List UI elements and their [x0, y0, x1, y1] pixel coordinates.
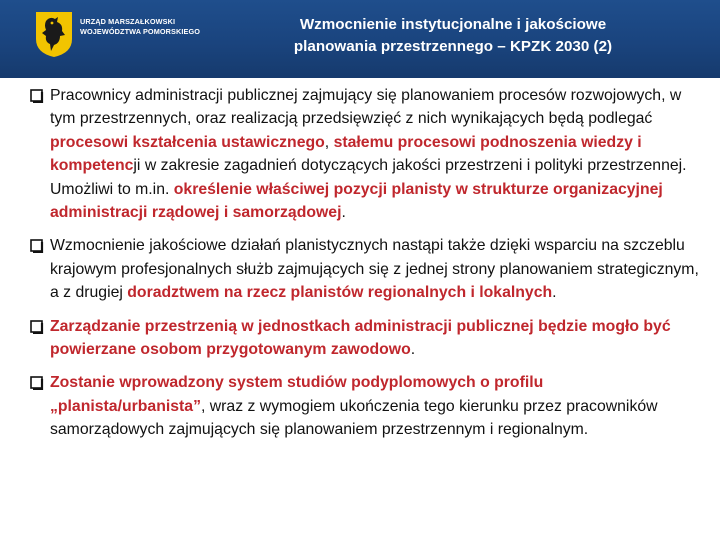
- item-1-text-2: ji w zakresie zagadnień dotyczących jakości przestrzeni i polityki przestrzennej. Umożliwi to m.in.: [50, 157, 687, 198]
- item-2-text: Wzmocnienie jakościowe działań planistycznych nastąpi także dzięki wsparciu na szczeblu krajowym profesjonalnych służb zajmujących się z jednej strony planowaniem strategicznym, a z drugiej: [50, 237, 699, 302]
- slide-content: [30, 84, 700, 452]
- item-1-end: .: [341, 204, 346, 222]
- page-title: [236, 14, 670, 58]
- logo-line-2: WOJEWÓDZTWA POMORSKIEGO: [80, 26, 200, 36]
- item-3-end: .: [410, 341, 416, 359]
- title-line-2: planowania przestrzennego – KPZK 2030 (2): [293, 38, 613, 55]
- checkbox-bullet-icon: [30, 89, 44, 103]
- item-3-highlight: Zarządzanie przestrzenią w jednostkach administracji publicznej będzie mogło być powierzane osobom przygotowanym zawodowo: [50, 317, 671, 359]
- logo-line-1: URZĄD MARSZAŁKOWSKI: [80, 17, 176, 26]
- item-4-highlight: Zostanie wprowadzony system studiów podyplomowych o profilu „planista/urbanista”: [50, 374, 544, 415]
- item-1-highlight-2: stałemu procesowi podnoszenia wiedzy i kompetenc: [50, 133, 642, 175]
- bullet-item-3: [30, 315, 700, 362]
- item-1-text: Pracownicy administracji publicznej zajmujący się planowaniem procesów rozwojowych, w tym przestrzennych, oraz realizacją przedsięwzięć z nich wynikających będą podlegać: [50, 87, 682, 128]
- bullet-item-2: [30, 234, 700, 304]
- item-1-separator: ,: [324, 133, 334, 151]
- item-1-highlight-1: procesowi kształcenia ustawicznego: [50, 133, 325, 151]
- item-2-end: .: [552, 284, 557, 302]
- checkbox-bullet-icon: [30, 320, 44, 334]
- checkbox-bullet-icon: [30, 239, 44, 253]
- griffin-coat-of-arms-icon: [34, 9, 74, 59]
- header-bar: [0, 0, 720, 78]
- logo-text: [80, 17, 200, 36]
- checkbox-bullet-icon: [30, 376, 44, 390]
- bullet-item-4: [30, 371, 700, 441]
- title-line-1: Wzmocnienie instytucjonalne i jakościowe: [299, 16, 607, 33]
- item-1-highlight-3: określenie właściwej pozycji planisty w strukturze organizacyjnej administracji rządowej i samorządowej: [50, 180, 663, 222]
- item-2-highlight: doradztwem na rzecz planistów regionalnych i lokalnych: [127, 284, 553, 302]
- item-4-text: , wraz z wymogiem ukończenia tego kierunku przez pracowników samorządowych zajmujących się planowaniem przestrzennym i regionalnym.: [50, 397, 658, 439]
- bullet-item-1: [30, 84, 700, 224]
